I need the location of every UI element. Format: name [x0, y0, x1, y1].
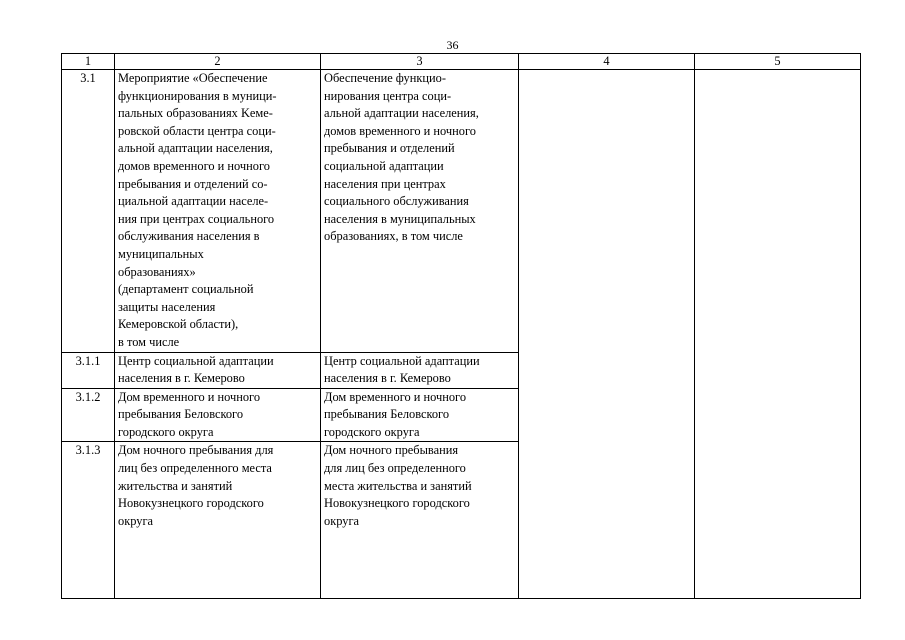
- measure-description: Центр социальной адаптации населения в г. Кемерово: [115, 352, 321, 388]
- column-header-2: 2: [115, 54, 321, 70]
- measure-result: Обеспечение функцио- нирования центра соци- альной адаптации населения, домов временного и ночного пребывания и отделений социальной адаптации населения при центрах социального обслуживания населения в муниципальных образованиях, в том числе: [321, 70, 519, 353]
- measure-result: Центр социальной адаптации населения в г. Кемерово: [321, 352, 519, 388]
- measure-description: Дом временного и ночного пребывания Беловского городского округа: [115, 388, 321, 442]
- row-number: 3.1.1: [62, 352, 115, 388]
- row-number: 3.1.3: [62, 442, 115, 599]
- measures-table: [61, 53, 861, 599]
- measure-description: Дом ночного пребывания для лиц без определенного места жительства и занятий Новокузнецкого городского округа: [115, 442, 321, 599]
- column-header-5: 5: [695, 54, 861, 70]
- table-row: [62, 70, 861, 353]
- column-header-3: 3: [321, 54, 519, 70]
- table-header-row: [62, 54, 861, 70]
- column-5-cell: [695, 70, 861, 599]
- measure-result: Дом временного и ночного пребывания Беловского городского округа: [321, 388, 519, 442]
- row-number: 3.1.2: [62, 388, 115, 442]
- column-header-4: 4: [519, 54, 695, 70]
- measure-description: Мероприятие «Обеспечение функционирования в муници- пальных образованиях Keме- ровской области центра соци- альной адаптации населения, домов временного и ночного пребывания и отделений со- циальной адаптации населе- ния при центрах социального обслуживания населения в муниципальных образованиях» (департамент социальной защиты населения Кемеровской области), в том числе: [115, 70, 321, 353]
- column-header-1: 1: [62, 54, 115, 70]
- page-number: 36: [446, 38, 459, 52]
- measure-result: Дом ночного пребывания для лиц без определенного места жительства и занятий Новокузнецкого городского округа: [321, 442, 519, 599]
- row-number: 3.1: [62, 70, 115, 353]
- column-4-cell: [519, 70, 695, 599]
